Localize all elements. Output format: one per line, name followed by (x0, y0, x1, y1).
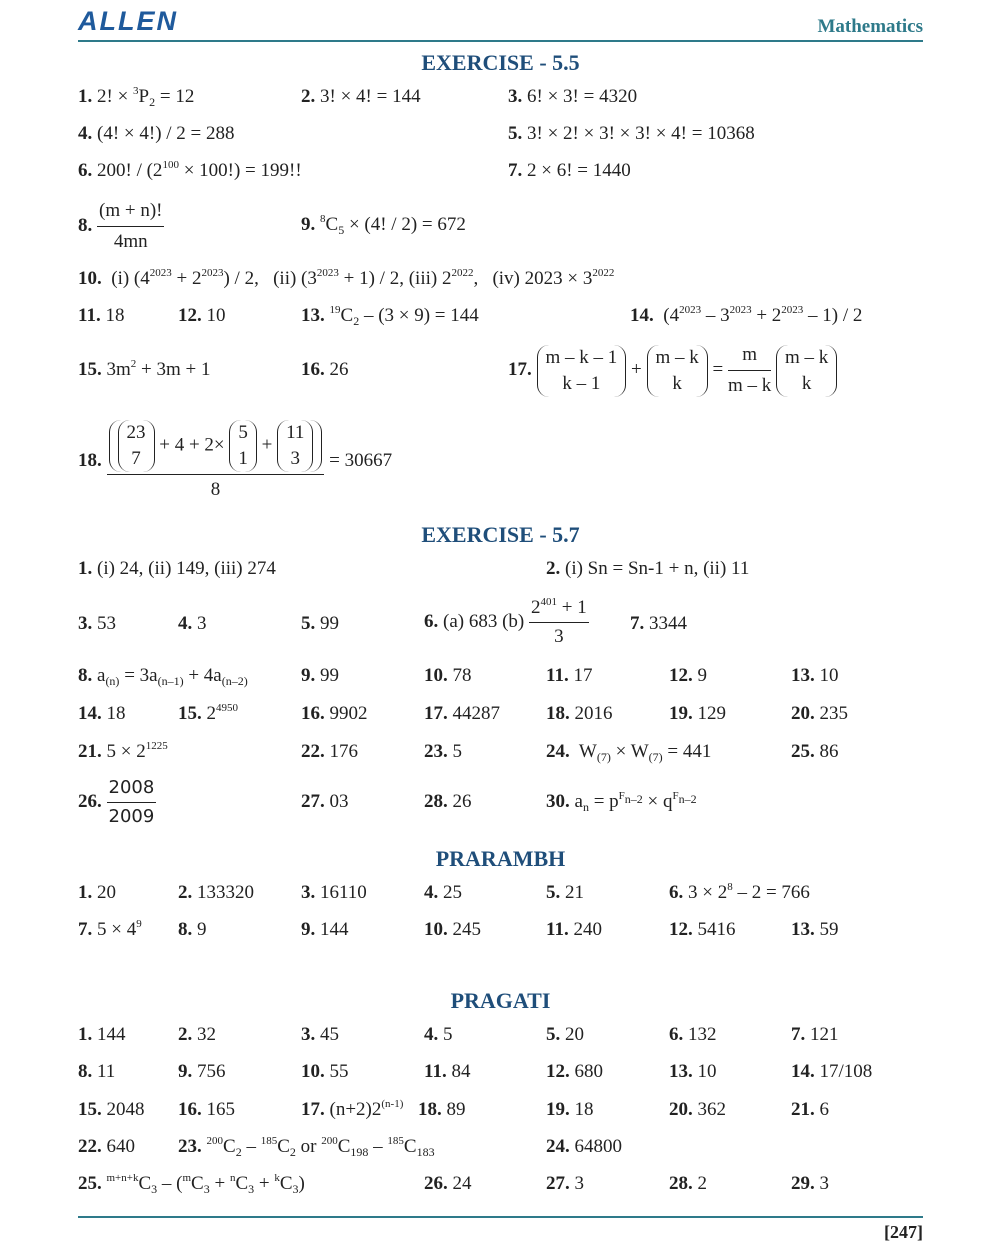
prarambh-answer-4: 4. 25 (424, 882, 462, 903)
prarambh-answer-1: 1. 20 (78, 882, 116, 903)
ex57-answer-20: 20. 235 (791, 703, 848, 724)
pragati-answer-2: 2. 32 (178, 1024, 216, 1045)
pragati-answer-6: 6. 132 (669, 1024, 717, 1045)
ex57-answer-28: 28. 26 (424, 791, 472, 812)
ex57-answer-7: 7. 3344 (630, 613, 687, 634)
pragati-answer-11: 11. 84 (424, 1061, 471, 1082)
ex57-answer-6: 6. (a) 683 (b) $\frac{2^{401} + 1}{3}$ (424, 596, 587, 647)
ex55-answer-14: 14. $(4^{2023} - 3^{2023} + 2^{2023} - 1) / 2$ (630, 304, 863, 326)
ex57-answer-14: 14. 18 (78, 703, 126, 724)
ex57-answer-21: 21. $5 \times 2^{1225}$ (78, 740, 168, 762)
ex55-answer-1: 1. 2! × $^3P_2 = 12$ (78, 85, 195, 109)
ex57-answer-10: 10. 78 (424, 665, 472, 686)
ex57-answer-18: 18. 2016 (546, 703, 613, 724)
prarambh-answer-2: 2. 133320 (178, 882, 254, 903)
ex55-answer-13: 13. $^{19}C_2 - (3 \times 9) = 144$ (301, 304, 479, 328)
ex57-answer-26: 26. $\frac{2008}{2009}$ (78, 777, 155, 827)
pragati-answer-28: 28. 2 (669, 1173, 707, 1194)
page-number: [247] (884, 1222, 923, 1242)
pragati-answer-20: 20. 362 (669, 1099, 726, 1120)
prarambh-answer-9: 9. 144 (301, 919, 349, 940)
ex57-answer-5: 5. 99 (301, 613, 339, 634)
ex57-answer-4: 4. 3 (178, 613, 207, 634)
prarambh-answer-6: 6. $3 \times 2^8 - 2 = 766$ (669, 881, 810, 903)
pragati-answer-21: 21. 6 (791, 1099, 829, 1120)
pragati-answer-26: 26. 24 (424, 1173, 472, 1194)
ex55-answer-9: 9. $^8C_5 \times (4$! / 2) = 672 (301, 213, 466, 237)
ex55-answer-10: 10. (i) $(4^{2023} + 2^{2023}) / 2$, (ii) $(3^{2023} + 1) / 2$, (iii) $2^{2022}$, (iv) $2023 \times 3^{2022}$ (78, 267, 615, 289)
ex55-answer-7: 7. 2 × 6! = 1440 (508, 160, 631, 181)
ex55-answer-18: 18. 23 7 + 4 + 2× 5 1 + 11 3 8 = 30667 (78, 422, 393, 500)
prarambh-answer-3: 3. 16110 (301, 882, 367, 903)
pragati-answer-19: 19. 18 (546, 1099, 594, 1120)
heading-exercise-5-7: EXERCISE - 5.7 (421, 522, 580, 547)
pragati-answer-5: 5. 20 (546, 1024, 584, 1045)
heading-pragati: PRAGATI (450, 988, 551, 1013)
pragati-answer-18: 18. 89 (418, 1099, 466, 1120)
ex55-answer-16: 16. 26 (301, 359, 349, 380)
ex57-answer-17: 17. 44287 (424, 703, 500, 724)
ex57-answer-3: 3. 53 (78, 613, 116, 634)
pragati-answer-3: 3. 45 (301, 1024, 339, 1045)
ex57-answer-19: 19. 129 (669, 703, 726, 724)
ex57-answer-24: 24. $W_{(7)} \times W_{(7)} = 441$ (546, 741, 712, 764)
ex57-answer-23: 23. 5 (424, 741, 462, 762)
ex57-answer-27: 27. 03 (301, 791, 349, 812)
heading-prarambh: PRARAMBH (435, 846, 566, 871)
ex57-answer-2: 2. (i) Sn = Sn-1 + n, (ii) 11 (546, 558, 750, 579)
ex57-answer-16: 16. 9902 (301, 703, 368, 724)
ex57-answer-9: 9. 99 (301, 665, 339, 686)
ex57-answer-13: 13. 10 (791, 665, 839, 686)
ex57-answer-30: 30. $a_n = p^{F_{n-2}} \times q^{F_{n-2}}$ (546, 790, 697, 814)
prarambh-answer-7: 7. $5 \times 4^9$ (78, 918, 142, 940)
ex57-answer-11: 11. 17 (546, 665, 593, 686)
prarambh-answer-10: 10. 245 (424, 919, 481, 940)
pragati-answer-12: 12. 680 (546, 1061, 603, 1082)
pragati-answer-25: 25. $^{m+n+k}C_3 - (^mC_3 + ^nC_3 + ^kC_3)$ (78, 1172, 305, 1196)
pragati-answer-4: 4. 5 (424, 1024, 453, 1045)
ex57-answer-8: 8. $a_{(n)} = 3a_{(n-1)} + 4a_{(n-2)}$ (78, 665, 248, 688)
ex55-answer-12: 12. 10 (178, 305, 226, 326)
ex55-answer-2: 2. 3! × 4! = 144 (301, 86, 421, 107)
pragati-answer-1: 1. 144 (78, 1024, 126, 1045)
pragati-answer-16: 16. 165 (178, 1099, 235, 1120)
ex55-answer-6: 6. 200! / $(2^{100} \times 100!) = 199$!! (78, 159, 302, 181)
ex57-answer-12: 12. 9 (669, 665, 707, 686)
ex55-answer-4: 4. (4! × 4!) / 2 = 288 (78, 123, 235, 144)
prarambh-answer-5: 5. 21 (546, 882, 584, 903)
pragati-answer-15: 15. 2048 (78, 1099, 145, 1120)
pragati-answer-13: 13. 10 (669, 1061, 717, 1082)
pragati-answer-10: 10. 55 (301, 1061, 349, 1082)
prarambh-answer-12: 12. 5416 (669, 919, 736, 940)
pragati-answer-24: 24. 64800 (546, 1136, 622, 1157)
pragati-answer-7: 7. 121 (791, 1024, 839, 1045)
pragati-answer-17: 17. $(n+2)2^{(n-1)}$ (301, 1098, 404, 1120)
prarambh-answer-8: 8. 9 (178, 919, 207, 940)
ex55-answer-3: 3. 6! × 3! = 4320 (508, 86, 638, 107)
allen-logo: ALLEN (78, 6, 178, 36)
pragati-answer-23: 23. $^{200}C_2 - ^{185}C_2$ or $^{200}C_{198} - ^{185}C_{183}$ (178, 1135, 435, 1159)
pragati-answer-8: 8. 11 (78, 1061, 116, 1082)
ex57-answer-1: 1. (i) 24, (ii) 149, (iii) 274 (78, 558, 276, 579)
ex57-answer-25: 25. 86 (791, 741, 839, 762)
ex55-answer-8: 8. $\frac{(m + n)!}{4mn}$ (78, 200, 163, 252)
prarambh-answer-11: 11. 240 (546, 919, 602, 940)
pragati-answer-27: 27. 3 (546, 1173, 584, 1194)
heading-exercise-5-5: EXERCISE - 5.5 (421, 50, 580, 75)
ex55-answer-17: 17. m – k – 1 k – 1 + m – k k = $\frac{m}{m - k}$ m – k k (508, 342, 837, 399)
footer-rule (78, 1216, 923, 1218)
ex57-answer-15: 15. $2^{4950}$ (178, 702, 238, 724)
ex55-answer-11: 11. 18 (78, 305, 125, 326)
pragati-answer-9: 9. 756 (178, 1061, 226, 1082)
ex55-answer-15: 15. $3m^2 + 3m + 1$ (78, 358, 211, 380)
pragati-answer-29: 29. 3 (791, 1173, 829, 1194)
pragati-answer-22: 22. 640 (78, 1136, 135, 1157)
ex55-answer-5: 5. 3! × 2! × 3! × 3! × 4! = 10368 (508, 123, 755, 144)
header-rule (78, 40, 923, 42)
ex57-answer-22: 22. 176 (301, 741, 358, 762)
prarambh-answer-13: 13. 59 (791, 919, 839, 940)
subject-title: Mathematics (817, 16, 923, 37)
pragati-answer-14: 14. 17/108 (791, 1061, 873, 1082)
